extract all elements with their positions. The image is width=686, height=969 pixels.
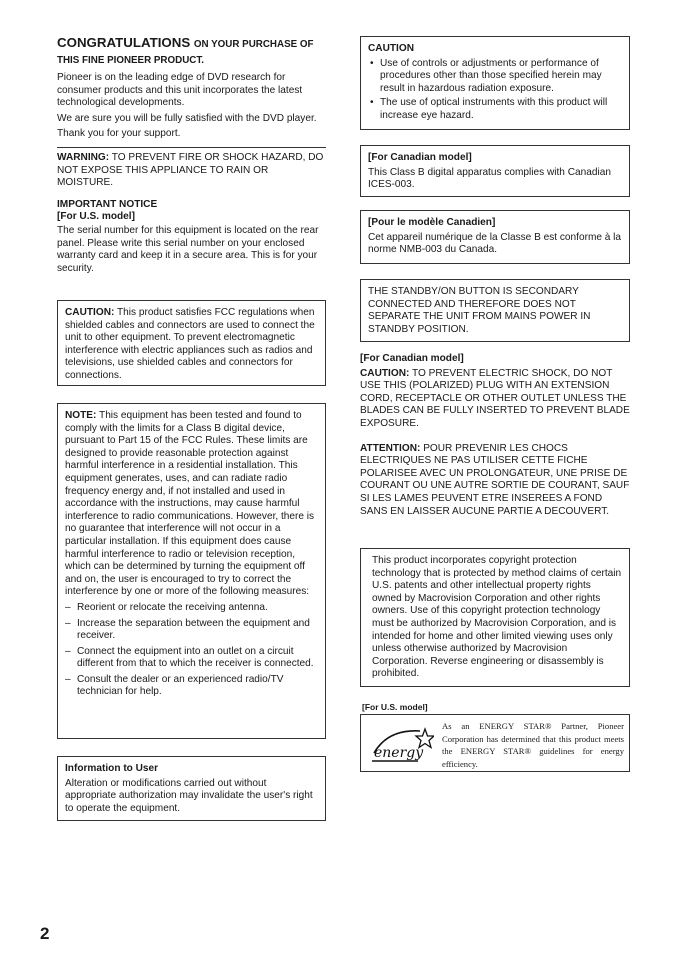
attention-text: POUR PREVENIR LES CHOCS ELECTRIQUES NE PAS UTILISER CETTE FICHE POLARISEE AVEC UN PROLONGATEUR, UNE PRISE DE COURANT OU UNE AUTRE SORTIE DE COURANT, SAUF SI LES LAMES PEUVENT ETRE INSEREES A FOND SANS EN LAISSER AUCUNE PARTIE A DECOUVERT. [360, 442, 630, 517]
information-to-user-box [57, 756, 326, 821]
macrovision-box [360, 548, 630, 687]
info-text: Alteration or modifications carried out without appropriate authorization may invalidate the user's right to operate the equipment. [65, 777, 313, 814]
notice-text: The serial number for this equipment is located on the rear panel. Please write this serial number on your enclosed warranty card and keep it in a secure area. This is for your security. [57, 224, 319, 274]
energy-star-text: As an ENERGY STAR® Partner, Pioneer Corporation has determined that this product meets the ENERGY STAR® guidelines for energy efficiency. [442, 721, 624, 769]
energy-star-icon [368, 723, 434, 765]
canadian-model-fr-title: [Pour le modèle Canadien] [368, 217, 496, 228]
energy-logo-text: energy [374, 745, 424, 761]
canadian-model-fr-box [360, 210, 630, 264]
laser-caution-title: CAUTION [368, 43, 414, 54]
intro-paragraph-1: Pioneer is on the leading edge of DVD research for consumer products and this unit incorporates the latest technological developments. [57, 72, 303, 109]
list-item: – Reorient or relocate the receiving antenna. [65, 602, 318, 615]
energy-star-box [360, 714, 630, 772]
laser-caution-list [368, 58, 622, 123]
canadian-plug-label: CAUTION: [360, 367, 410, 379]
info-title: Information to User [65, 763, 159, 774]
list-item: – Increase the separation between the equipment and receiver. [65, 618, 318, 643]
measures-list [65, 602, 318, 699]
fcc-caution-box [57, 300, 326, 386]
energy-star-logo [368, 723, 434, 765]
canadian-model-title: [For Canadian model] [368, 152, 472, 163]
headline-main: CONGRATULATIONS [57, 35, 191, 50]
list-item: • The use of optical instruments with this product will increase eye hazard. [368, 97, 622, 122]
canadian-plug-section [360, 353, 630, 518]
list-item: – Consult the dealer or an experienced radio/TV technician for help. [65, 674, 318, 699]
attention-paragraph [360, 443, 630, 519]
list-item: – Connect the equipment into an outlet on a circuit different from that to which the receiver is connected. [65, 646, 318, 671]
canadian-plug-title: [For Canadian model] [360, 353, 464, 364]
list-item: • Use of controls or adjustments or performance of procedures other than those specified herein may result in hazardous radiation exposure. [368, 58, 622, 96]
divider [57, 147, 326, 148]
canadian-model-fr-text: Cet appareil numérique de la Classe B est conforme à la norme NMB-003 du Canada. [368, 231, 622, 256]
fcc-caution-text: This product satisfies FCC regulations when shielded cables and connectors are used to connect the unit to other equipment. To prevent electromagnetic interference with electric appliances such as radios and televisions, use shielded cables and connectors for connections. [65, 307, 315, 381]
page-number: 2 [40, 924, 50, 943]
standby-notice-box [360, 279, 630, 342]
warning-paragraph [57, 152, 326, 190]
canadian-model-box [360, 145, 630, 197]
us-model-title: [For U.S. model] [362, 702, 428, 712]
canadian-model-text: This Class B digital apparatus complies with Canadian ICES-003. [368, 166, 611, 191]
congratulations-heading [57, 36, 326, 68]
intro-paragraph-3: Thank you for your support. [57, 128, 181, 140]
warning-label: WARNING: [57, 151, 110, 163]
notice-model: [For U.S. model] [57, 211, 135, 223]
fcc-note-box [57, 403, 326, 739]
fcc-note-paragraph [65, 410, 318, 599]
standby-notice-text: THE STANDBY/ON BUTTON IS SECONDARY CONNECTED AND THEREFORE DOES NOT SEPARATE THE UNIT FROM MAINS POWER IN STANDBY POSITION. [368, 286, 591, 335]
fcc-caution-label: CAUTION: [65, 307, 115, 318]
left-column [57, 34, 326, 275]
warning-text: TO PREVENT FIRE OR SHOCK HAZARD, DO NOT EXPOSE THIS APPLIANCE TO RAIN OR MOISTURE. [57, 151, 324, 189]
notice-title: IMPORTANT NOTICE [57, 198, 158, 210]
canadian-plug-text: TO PREVENT ELECTRIC SHOCK, DO NOT USE THIS (POLARIZED) PLUG WITH AN EXTENSION CORD, RECEPTACLE OR OTHER OUTLET UNLESS THE BLADES CAN BE FULLY INSERTED TO PREVENT BLADE EXPOSURE. [360, 367, 630, 429]
fcc-note-label: NOTE: [65, 410, 97, 421]
fcc-note-text: This equipment has been tested and found to comply with the limits for a Class B digital device, pursuant to Part 15 of the FCC Rules. These limits are designed to provide reasonable protection against harmful interference in a residential installation. This equipment generates, uses, and can radiate radio frequency energy and, if not installed and used in accordance with the instructions, may cause harmful interference to radio communications. However, there is no guarantee that interference will not occur in a particular installation. If this equipment does cause harmful interference to radio or television reception, which can be determined by turning the equipment off and on, the user is encouraged to try to correct the interference by one or more of the following measures: [65, 410, 315, 598]
fcc-caution-paragraph [65, 307, 318, 383]
intro-paragraph-2: We are sure you will be fully satisfied with the DVD player. [57, 112, 317, 124]
macrovision-text: This product incorporates copyright protection technology that is protected by method claims of certain U.S. patents and other intellectual property rights owned by Macrovision Corporation and other rights owners. Use of this copyright protection technology must be authorized by Macrovision Corporation, and is intended for home and other limited viewing uses only unless otherwise authorized by Macrovision Corporation. Reverse engineering or disassembly is prohibited. [372, 555, 622, 680]
laser-caution-box [360, 36, 630, 130]
canadian-plug-paragraph [360, 368, 630, 431]
headline-rest: ON YOUR PURCHASE OF THIS FINE PIONEER PRODUCT. [57, 39, 314, 66]
attention-label: ATTENTION: [360, 442, 421, 454]
